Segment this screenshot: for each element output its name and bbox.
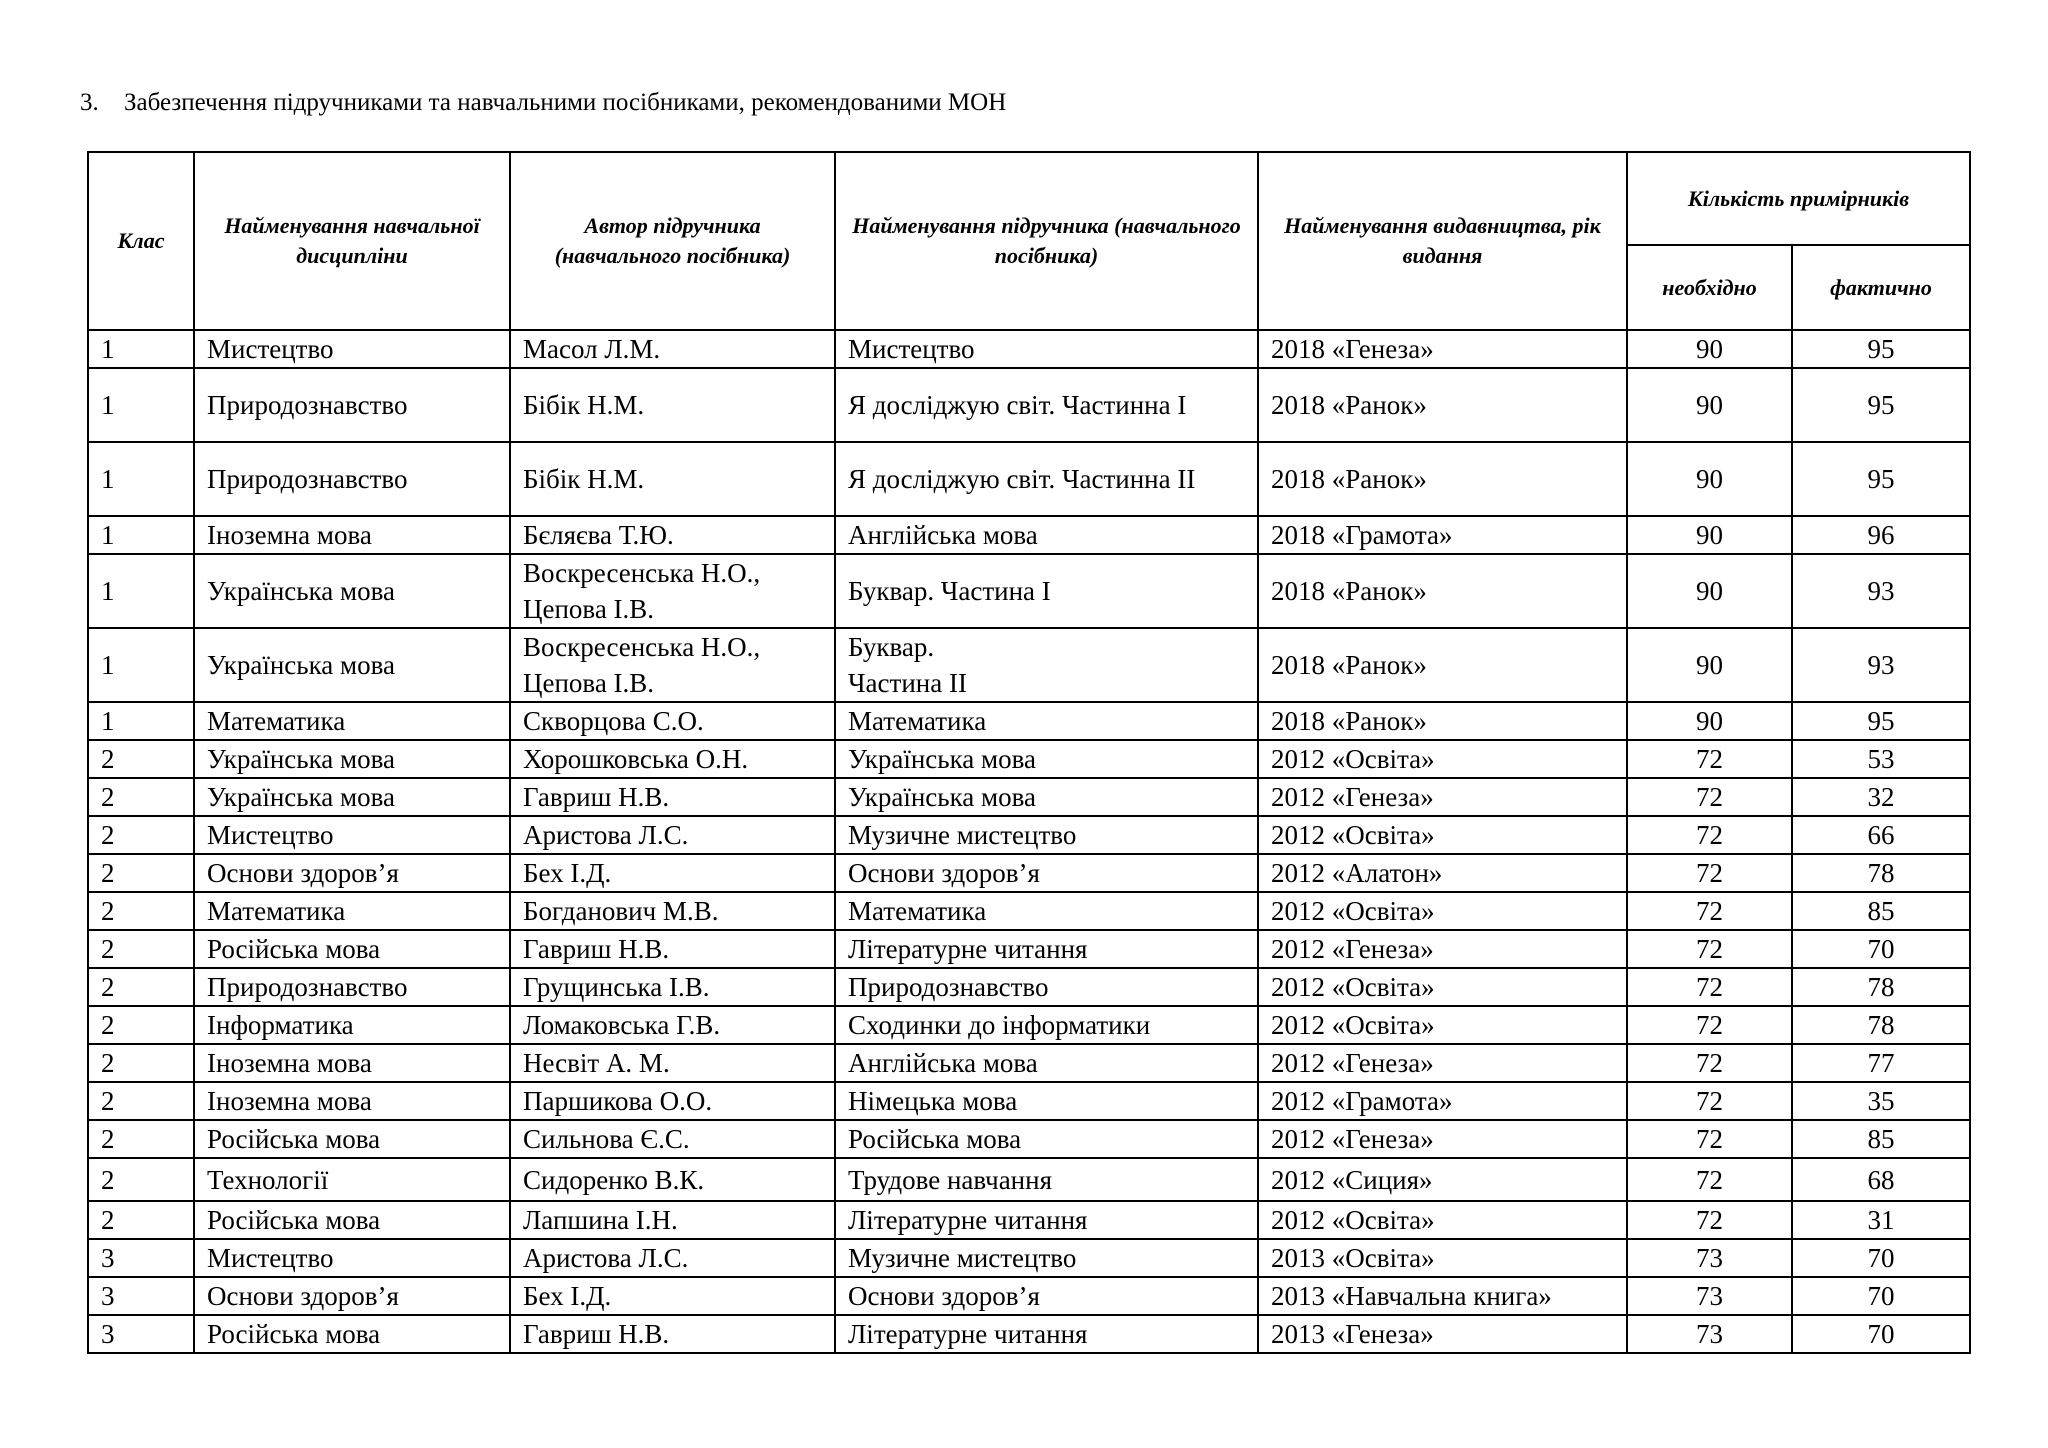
cell-book-line: Я досліджую світ. Частинна I xyxy=(848,390,1187,420)
cell-needed: 72 xyxy=(1627,1120,1792,1158)
cell-actual: 66 xyxy=(1792,816,1970,854)
table-row xyxy=(88,968,1970,1006)
table-body xyxy=(88,330,1970,1353)
cell-book-line: Основи здоров’я xyxy=(848,1281,1040,1311)
cell-discipline: Математика xyxy=(194,702,510,740)
cell-publisher: 2018 «Ранок» xyxy=(1258,554,1627,628)
cell-klas: 2 xyxy=(88,968,194,1006)
cell-author-line: Бібік Н.М. xyxy=(523,390,645,420)
header-discipline: Найменування навчальної дисципліни xyxy=(194,152,510,330)
cell-actual: 70 xyxy=(1792,1315,1970,1353)
header-copies: Кількість примірників xyxy=(1627,152,1970,245)
cell-author-line: Скворцова С.О. xyxy=(523,706,704,736)
cell-discipline: Мистецтво xyxy=(194,816,510,854)
cell-klas: 2 xyxy=(88,1120,194,1158)
cell-book-line: Українська мова xyxy=(848,744,1036,774)
cell-book-line: Я досліджую світ. Частинна II xyxy=(848,464,1196,494)
cell-publisher: 2013 «Навчальна книга» xyxy=(1258,1277,1627,1315)
cell-publisher: 2012 «Освіта» xyxy=(1258,968,1627,1006)
cell-discipline: Технології xyxy=(194,1158,510,1201)
cell-author-line: Бібік Н.М. xyxy=(523,464,645,494)
cell-book xyxy=(835,816,1258,854)
cell-actual: 95 xyxy=(1792,368,1970,442)
cell-actual: 93 xyxy=(1792,628,1970,702)
cell-author xyxy=(510,1239,835,1277)
table-row xyxy=(88,628,1970,702)
cell-discipline: Основи здоров’я xyxy=(194,1277,510,1315)
cell-book-line: Трудове навчання xyxy=(848,1164,1053,1195)
cell-book-line: Буквар. Частина I xyxy=(848,576,1051,606)
cell-author-line: Масол Л.М. xyxy=(523,334,661,364)
cell-book xyxy=(835,1158,1258,1201)
cell-book xyxy=(835,740,1258,778)
cell-needed: 73 xyxy=(1627,1239,1792,1277)
cell-book xyxy=(835,368,1258,442)
table-row xyxy=(88,702,1970,740)
cell-discipline: Природознавство xyxy=(194,368,510,442)
cell-discipline: Іноземна мова xyxy=(194,516,510,554)
cell-needed: 72 xyxy=(1627,816,1792,854)
table-row xyxy=(88,368,1970,442)
cell-needed: 72 xyxy=(1627,1201,1792,1239)
cell-needed: 72 xyxy=(1627,968,1792,1006)
cell-book xyxy=(835,778,1258,816)
cell-discipline: Російська мова xyxy=(194,1315,510,1353)
header-actual: фактично xyxy=(1792,245,1970,330)
header-publisher: Найменування видавництва, рік видання xyxy=(1258,152,1627,330)
cell-publisher: 2018 «Ранок» xyxy=(1258,628,1627,702)
cell-book-line: Сходинки до інформатики xyxy=(848,1010,1151,1040)
cell-book-line: Математика xyxy=(848,896,987,926)
cell-klas: 1 xyxy=(88,442,194,516)
cell-book-line: Музичне мистецтво xyxy=(848,820,1077,850)
cell-publisher: 2012 «Грамота» xyxy=(1258,1082,1627,1120)
cell-publisher: 2012 «Генеза» xyxy=(1258,1044,1627,1082)
cell-klas: 1 xyxy=(88,368,194,442)
cell-actual: 85 xyxy=(1792,1120,1970,1158)
cell-book-line: Основи здоров’я xyxy=(848,858,1040,888)
cell-klas: 1 xyxy=(88,330,194,368)
cell-author-line: Гавриш Н.В. xyxy=(523,1319,670,1349)
cell-author-line: Цепова І.В. xyxy=(523,668,655,698)
cell-publisher: 2012 «Алатон» xyxy=(1258,854,1627,892)
cell-actual: 78 xyxy=(1792,968,1970,1006)
cell-book xyxy=(835,854,1258,892)
cell-publisher: 2012 «Сиция» xyxy=(1258,1158,1627,1201)
cell-author xyxy=(510,1158,835,1201)
cell-author-line: Сидоренко В.К. xyxy=(523,1164,705,1195)
table-row xyxy=(88,778,1970,816)
cell-book xyxy=(835,1006,1258,1044)
cell-discipline: Російська мова xyxy=(194,1120,510,1158)
cell-book xyxy=(835,330,1258,368)
cell-author-line: Сильнова Є.С. xyxy=(523,1124,690,1154)
cell-actual: 78 xyxy=(1792,1006,1970,1044)
cell-book xyxy=(835,702,1258,740)
cell-klas: 1 xyxy=(88,628,194,702)
cell-discipline: Російська мова xyxy=(194,930,510,968)
header-needed: необхідно xyxy=(1627,245,1792,330)
cell-needed: 72 xyxy=(1627,854,1792,892)
cell-author-line: Гавриш Н.В. xyxy=(523,934,670,964)
cell-author xyxy=(510,628,835,702)
cell-klas: 2 xyxy=(88,892,194,930)
table-row xyxy=(88,1006,1970,1044)
cell-klas: 2 xyxy=(88,816,194,854)
header-klas: Клас xyxy=(88,152,194,330)
table-row xyxy=(88,1158,1970,1201)
table-row xyxy=(88,1277,1970,1315)
cell-discipline: Основи здоров’я xyxy=(194,854,510,892)
cell-book xyxy=(835,1044,1258,1082)
cell-book xyxy=(835,1277,1258,1315)
cell-discipline: Українська мова xyxy=(194,554,510,628)
cell-klas: 2 xyxy=(88,930,194,968)
cell-actual: 85 xyxy=(1792,892,1970,930)
cell-book-line: Літературне читання xyxy=(848,1319,1088,1349)
table-row xyxy=(88,516,1970,554)
cell-book xyxy=(835,442,1258,516)
cell-publisher: 2018 «Генеза» xyxy=(1258,330,1627,368)
table-row xyxy=(88,442,1970,516)
cell-klas: 1 xyxy=(88,554,194,628)
cell-klas: 1 xyxy=(88,702,194,740)
cell-author-line: Аристова Л.С. xyxy=(523,820,689,850)
textbooks-table xyxy=(87,151,1971,1354)
cell-author xyxy=(510,368,835,442)
cell-author xyxy=(510,516,835,554)
cell-discipline: Природознавство xyxy=(194,968,510,1006)
cell-author-line: Лапшина І.Н. xyxy=(523,1205,678,1235)
cell-actual: 95 xyxy=(1792,330,1970,368)
cell-klas: 2 xyxy=(88,1044,194,1082)
cell-book-line: Літературне читання xyxy=(848,1205,1088,1235)
cell-publisher: 2012 «Генеза» xyxy=(1258,778,1627,816)
cell-actual: 96 xyxy=(1792,516,1970,554)
cell-book-line: Російська мова xyxy=(848,1124,1022,1154)
cell-author xyxy=(510,892,835,930)
table-row xyxy=(88,1239,1970,1277)
cell-book xyxy=(835,1120,1258,1158)
cell-book-line: Буквар. xyxy=(848,632,935,662)
cell-actual: 70 xyxy=(1792,930,1970,968)
cell-actual: 32 xyxy=(1792,778,1970,816)
cell-klas: 2 xyxy=(88,1082,194,1120)
cell-discipline: Іноземна мова xyxy=(194,1082,510,1120)
section-heading xyxy=(80,88,1006,118)
cell-author xyxy=(510,1120,835,1158)
cell-actual: 53 xyxy=(1792,740,1970,778)
header-row-top xyxy=(88,152,1970,245)
cell-author-line: Богданович М.В. xyxy=(523,896,719,926)
cell-needed: 72 xyxy=(1627,778,1792,816)
cell-needed: 90 xyxy=(1627,628,1792,702)
cell-discipline: Українська мова xyxy=(194,628,510,702)
cell-needed: 72 xyxy=(1627,1006,1792,1044)
cell-author xyxy=(510,740,835,778)
cell-book-line: Літературне читання xyxy=(848,934,1088,964)
cell-publisher: 2018 «Ранок» xyxy=(1258,442,1627,516)
cell-klas: 2 xyxy=(88,1006,194,1044)
cell-publisher: 2018 «Ранок» xyxy=(1258,368,1627,442)
cell-needed: 73 xyxy=(1627,1277,1792,1315)
cell-actual: 31 xyxy=(1792,1201,1970,1239)
cell-klas: 3 xyxy=(88,1315,194,1353)
cell-needed: 90 xyxy=(1627,330,1792,368)
cell-needed: 90 xyxy=(1627,554,1792,628)
cell-discipline: Математика xyxy=(194,892,510,930)
cell-author-line: Бех І.Д. xyxy=(523,1281,612,1311)
cell-author-line: Грущинська І.В. xyxy=(523,972,710,1002)
cell-needed: 72 xyxy=(1627,1082,1792,1120)
header-book: Найменування підручника (навчального посібника) xyxy=(835,152,1258,330)
cell-actual: 77 xyxy=(1792,1044,1970,1082)
cell-actual: 68 xyxy=(1792,1158,1970,1201)
cell-publisher: 2018 «Грамота» xyxy=(1258,516,1627,554)
cell-actual: 95 xyxy=(1792,442,1970,516)
cell-book xyxy=(835,1239,1258,1277)
cell-discipline: Українська мова xyxy=(194,778,510,816)
cell-klas: 2 xyxy=(88,778,194,816)
cell-author xyxy=(510,1006,835,1044)
table-row xyxy=(88,892,1970,930)
cell-book xyxy=(835,554,1258,628)
cell-author xyxy=(510,930,835,968)
cell-needed: 90 xyxy=(1627,368,1792,442)
table-row xyxy=(88,854,1970,892)
cell-needed: 72 xyxy=(1627,1158,1792,1201)
cell-book-line: Музичне мистецтво xyxy=(848,1243,1077,1273)
header-author: Автор підручника (навчального посібника) xyxy=(510,152,835,330)
cell-author-line: Воскресенська Н.О., xyxy=(523,558,761,588)
cell-discipline: Мистецтво xyxy=(194,330,510,368)
cell-book xyxy=(835,516,1258,554)
cell-publisher: 2012 «Освіта» xyxy=(1258,1006,1627,1044)
table-row xyxy=(88,1201,1970,1239)
cell-needed: 72 xyxy=(1627,740,1792,778)
cell-book xyxy=(835,968,1258,1006)
cell-author-line: Бех І.Д. xyxy=(523,858,612,888)
cell-author xyxy=(510,554,835,628)
cell-discipline: Російська мова xyxy=(194,1201,510,1239)
table-row xyxy=(88,930,1970,968)
cell-book-line: Частина II xyxy=(848,668,967,698)
cell-needed: 73 xyxy=(1627,1315,1792,1353)
cell-klas: 2 xyxy=(88,1201,194,1239)
section-title: Забезпечення підручниками та навчальними посібниками, рекомендованими МОН xyxy=(124,89,1007,116)
table-row xyxy=(88,330,1970,368)
cell-actual: 35 xyxy=(1792,1082,1970,1120)
cell-needed: 72 xyxy=(1627,930,1792,968)
cell-book xyxy=(835,930,1258,968)
cell-author xyxy=(510,1315,835,1353)
cell-klas: 2 xyxy=(88,854,194,892)
cell-author-line: Бєляєва Т.Ю. xyxy=(523,520,674,550)
cell-publisher: 2018 «Ранок» xyxy=(1258,702,1627,740)
cell-needed: 90 xyxy=(1627,442,1792,516)
cell-author xyxy=(510,1044,835,1082)
cell-book-line: Мистецтво xyxy=(848,334,975,364)
cell-discipline: Українська мова xyxy=(194,740,510,778)
cell-needed: 72 xyxy=(1627,892,1792,930)
cell-author xyxy=(510,442,835,516)
cell-publisher: 2012 «Генеза» xyxy=(1258,930,1627,968)
cell-author xyxy=(510,330,835,368)
cell-author-line: Несвіт А. М. xyxy=(523,1048,670,1078)
cell-actual: 95 xyxy=(1792,702,1970,740)
cell-actual: 78 xyxy=(1792,854,1970,892)
cell-book-line: Німецька мова xyxy=(848,1086,1018,1116)
cell-klas: 3 xyxy=(88,1277,194,1315)
cell-publisher: 2013 «Освіта» xyxy=(1258,1239,1627,1277)
cell-publisher: 2012 «Освіта» xyxy=(1258,816,1627,854)
cell-klas: 1 xyxy=(88,516,194,554)
section-number: 3. xyxy=(80,89,99,116)
cell-author xyxy=(510,968,835,1006)
table-row xyxy=(88,1120,1970,1158)
cell-author xyxy=(510,1082,835,1120)
cell-book xyxy=(835,1201,1258,1239)
cell-needed: 90 xyxy=(1627,702,1792,740)
cell-book xyxy=(835,892,1258,930)
cell-author xyxy=(510,778,835,816)
cell-author-line: Аристова Л.С. xyxy=(523,1243,689,1273)
cell-author-line: Воскресенська Н.О., xyxy=(523,632,761,662)
table-row xyxy=(88,1044,1970,1082)
cell-needed: 90 xyxy=(1627,516,1792,554)
cell-book xyxy=(835,628,1258,702)
cell-actual: 93 xyxy=(1792,554,1970,628)
cell-actual: 70 xyxy=(1792,1239,1970,1277)
cell-author-line: Паршикова О.О. xyxy=(523,1086,713,1116)
cell-book xyxy=(835,1315,1258,1353)
cell-publisher: 2012 «Освіта» xyxy=(1258,1201,1627,1239)
cell-author xyxy=(510,854,835,892)
cell-discipline: Іноземна мова xyxy=(194,1044,510,1082)
table-row xyxy=(88,1315,1970,1353)
cell-author-line: Гавриш Н.В. xyxy=(523,782,670,812)
cell-publisher: 2012 «Освіта» xyxy=(1258,892,1627,930)
cell-author-line: Цепова І.В. xyxy=(523,594,655,624)
cell-author xyxy=(510,1277,835,1315)
cell-book xyxy=(835,1082,1258,1120)
cell-author-line: Хорошковська О.Н. xyxy=(523,744,749,774)
table-row xyxy=(88,740,1970,778)
cell-book-line: Математика xyxy=(848,706,987,736)
cell-book-line: Українська мова xyxy=(848,782,1036,812)
cell-needed: 72 xyxy=(1627,1044,1792,1082)
cell-author xyxy=(510,1201,835,1239)
cell-klas: 3 xyxy=(88,1239,194,1277)
cell-discipline: Мистецтво xyxy=(194,1239,510,1277)
table-row xyxy=(88,816,1970,854)
cell-book-line: Природознавство xyxy=(848,972,1049,1002)
cell-publisher: 2013 «Генеза» xyxy=(1258,1315,1627,1353)
cell-klas: 2 xyxy=(88,1158,194,1201)
cell-discipline: Природознавство xyxy=(194,442,510,516)
cell-klas: 2 xyxy=(88,740,194,778)
cell-book-line: Англійська мова xyxy=(848,520,1038,550)
cell-publisher: 2012 «Освіта» xyxy=(1258,740,1627,778)
cell-discipline: Інформатика xyxy=(194,1006,510,1044)
cell-book-line: Англійська мова xyxy=(848,1048,1038,1078)
cell-author xyxy=(510,816,835,854)
table-row xyxy=(88,1082,1970,1120)
cell-publisher: 2012 «Генеза» xyxy=(1258,1120,1627,1158)
table-row xyxy=(88,554,1970,628)
cell-actual: 70 xyxy=(1792,1277,1970,1315)
cell-author xyxy=(510,702,835,740)
cell-author-line: Ломаковська Г.В. xyxy=(523,1010,721,1040)
